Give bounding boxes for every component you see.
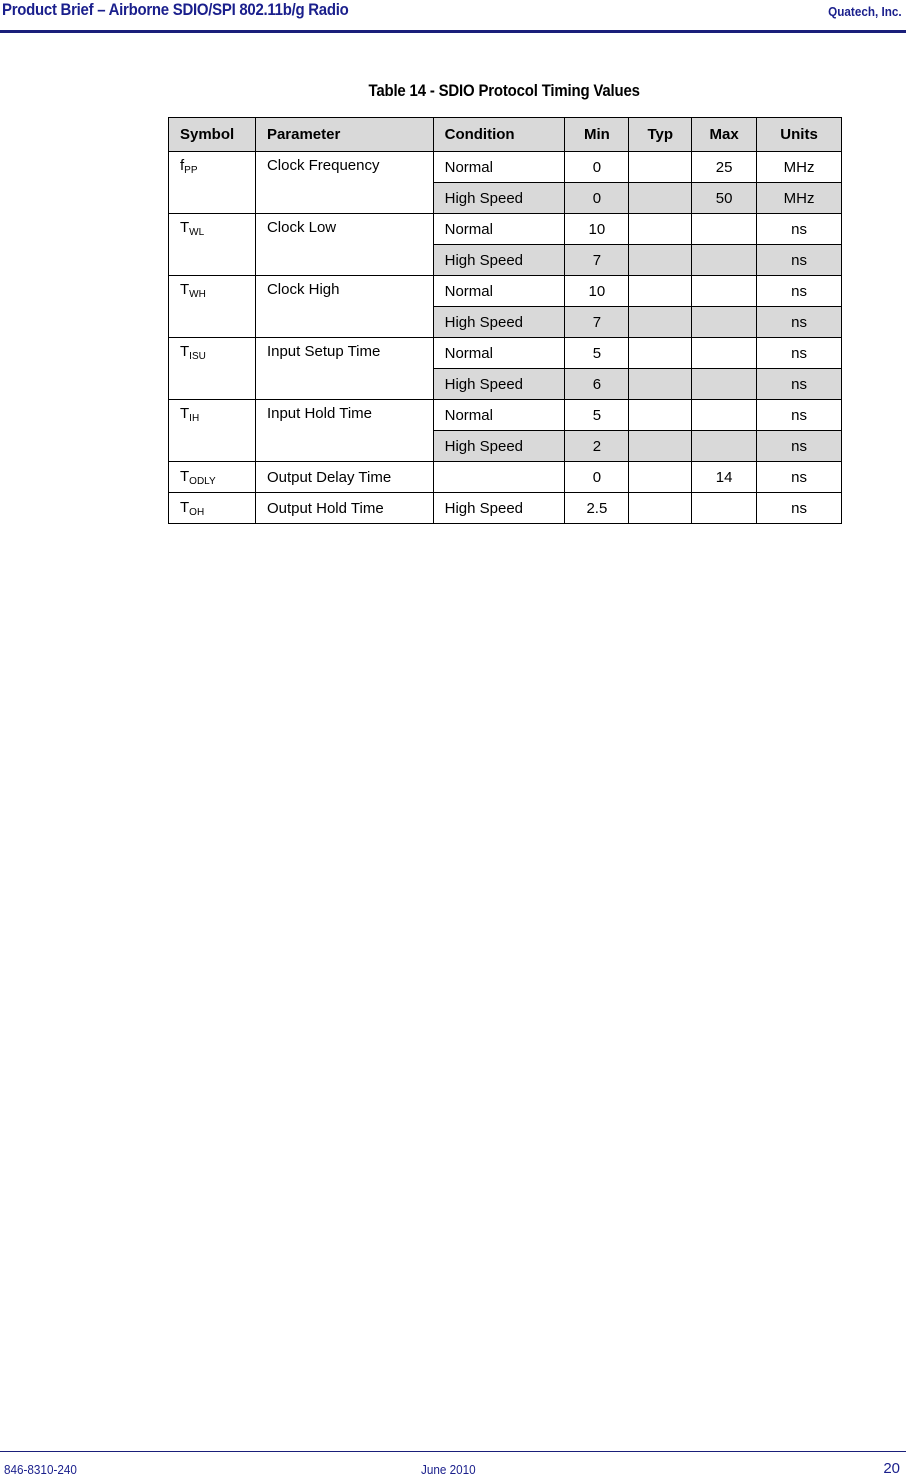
symbol-subscript: WL (189, 227, 205, 238)
parameter-cell: Output Delay Time (255, 462, 433, 493)
max-cell (692, 214, 757, 245)
symbol-cell (169, 152, 256, 214)
symbol-subscript: ODLY (189, 475, 216, 487)
condition-cell: High Speed (433, 431, 565, 462)
units-cell: ns (757, 307, 842, 338)
symbol-subscript: WH (189, 289, 206, 300)
typ-cell (629, 338, 692, 369)
symbol-cell (169, 462, 256, 493)
units-cell: ns (757, 369, 842, 400)
max-cell (692, 493, 757, 524)
condition-cell: Normal (433, 338, 565, 369)
parameter-cell: Input Hold Time (255, 400, 433, 462)
parameter-cell: Input Setup Time (255, 338, 433, 400)
typ-cell (629, 493, 692, 524)
column-header-symbol: Symbol (169, 118, 256, 152)
column-header-parameter: Parameter (255, 118, 433, 152)
units-cell: ns (757, 462, 842, 493)
min-cell: 7 (565, 245, 629, 276)
units-cell: ns (757, 338, 842, 369)
min-cell: 0 (565, 462, 629, 493)
min-cell: 2 (565, 431, 629, 462)
units-cell: ns (757, 276, 842, 307)
units-cell: ns (757, 245, 842, 276)
condition-cell: Normal (433, 400, 565, 431)
symbol-main: T (180, 498, 190, 516)
condition-cell: High Speed (433, 183, 565, 214)
min-cell: 5 (565, 400, 629, 431)
min-cell: 0 (565, 152, 629, 183)
symbol-subscript: ISU (189, 351, 206, 362)
symbol-subscript: IH (189, 413, 200, 424)
units-cell: ns (757, 431, 842, 462)
document-title: Product Brief – Airborne SDIO/SPI 802.11b/g Radio (2, 0, 349, 19)
max-cell: 14 (692, 462, 757, 493)
units-cell: MHz (757, 152, 842, 183)
condition-cell: High Speed (433, 307, 565, 338)
max-cell (692, 245, 757, 276)
table-caption (168, 81, 841, 101)
page-header (0, 0, 906, 33)
condition-cell (433, 462, 565, 493)
max-cell (692, 338, 757, 369)
condition-cell: High Speed (433, 245, 565, 276)
column-header-min: Min (565, 118, 629, 152)
min-cell: 2.5 (565, 493, 629, 524)
symbol-cell (169, 214, 256, 276)
min-cell: 5 (565, 338, 629, 369)
units-cell: ns (757, 493, 842, 524)
table-row (169, 214, 842, 245)
units-cell: MHz (757, 183, 842, 214)
column-header-condition: Condition (433, 118, 565, 152)
max-cell (692, 431, 757, 462)
symbol-subscript: OH (189, 506, 205, 518)
company-name: Quatech, Inc. (828, 4, 902, 19)
condition-cell: Normal (433, 214, 565, 245)
typ-cell (629, 431, 692, 462)
min-cell: 10 (565, 276, 629, 307)
symbol-cell (169, 276, 256, 338)
column-header-units: Units (757, 118, 842, 152)
document-date: June 2010 (421, 1462, 476, 1477)
max-cell (692, 369, 757, 400)
column-header-typ: Typ (629, 118, 692, 152)
min-cell: 10 (565, 214, 629, 245)
condition-cell: Normal (433, 152, 565, 183)
symbol-main: T (180, 467, 190, 485)
typ-cell (629, 400, 692, 431)
condition-cell: Normal (433, 276, 565, 307)
parameter-cell: Clock Low (255, 214, 433, 276)
min-cell: 0 (565, 183, 629, 214)
table-row (169, 462, 842, 493)
column-header-max: Max (692, 118, 757, 152)
table-row (169, 493, 842, 524)
typ-cell (629, 307, 692, 338)
typ-cell (629, 214, 692, 245)
symbol-cell (169, 338, 256, 400)
units-cell: ns (757, 400, 842, 431)
max-cell: 25 (692, 152, 757, 183)
typ-cell (629, 462, 692, 493)
symbol-main: T (180, 343, 190, 360)
symbol-main: T (180, 281, 190, 298)
table-caption-text: Table 14 - SDIO Protocol Timing Values (368, 81, 641, 100)
symbol-cell (169, 493, 256, 524)
typ-cell (629, 152, 692, 183)
max-cell: 50 (692, 183, 757, 214)
min-cell: 7 (565, 307, 629, 338)
symbol-main: T (180, 405, 190, 422)
page-number: 20 (883, 1460, 900, 1477)
symbol-main: f (180, 157, 185, 174)
table-row (169, 400, 842, 431)
units-cell: ns (757, 214, 842, 245)
min-cell: 6 (565, 369, 629, 400)
table-row (169, 338, 842, 369)
max-cell (692, 400, 757, 431)
symbol-main: T (180, 219, 190, 236)
table-row (169, 152, 842, 183)
page-footer (0, 1451, 906, 1480)
parameter-cell: Output Hold Time (255, 493, 433, 524)
typ-cell (629, 276, 692, 307)
parameter-cell: Clock High (255, 276, 433, 338)
table-header-row (169, 118, 842, 152)
typ-cell (629, 183, 692, 214)
document-number: 846-8310-240 (4, 1462, 77, 1477)
condition-cell: High Speed (433, 493, 565, 524)
symbol-cell (169, 400, 256, 462)
condition-cell: High Speed (433, 369, 565, 400)
table-row (169, 276, 842, 307)
typ-cell (629, 369, 692, 400)
max-cell (692, 276, 757, 307)
max-cell (692, 307, 757, 338)
parameter-cell: Clock Frequency (255, 152, 433, 214)
typ-cell (629, 245, 692, 276)
symbol-subscript: PP (184, 165, 198, 176)
timing-table (168, 117, 842, 524)
